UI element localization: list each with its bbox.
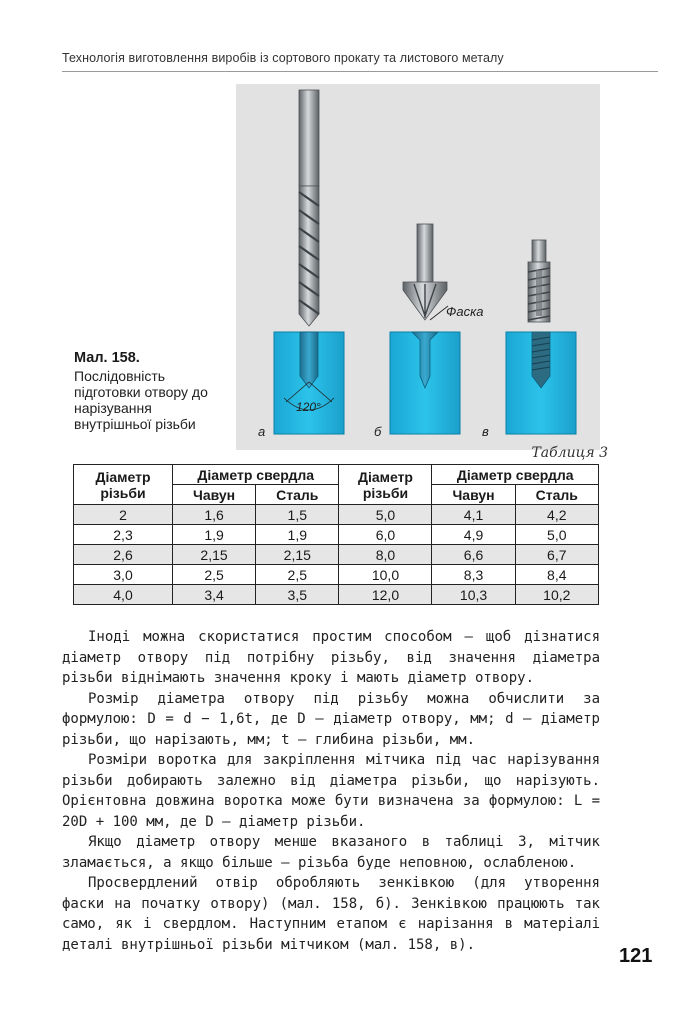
header-thread-diameter-2: Діаметр різьби <box>339 465 432 505</box>
figure-158 <box>236 84 600 450</box>
table-cell: 2,5 <box>173 565 256 585</box>
table-cell: 5,0 <box>515 525 598 545</box>
threaded-hole-c <box>532 332 550 388</box>
table-cell: 1,6 <box>173 505 256 525</box>
table-cell: 4,0 <box>74 585 173 605</box>
header-thread-diameter-1: Діаметр різьби <box>74 465 173 505</box>
page-number: 121 <box>619 945 653 967</box>
table-cell: 2,5 <box>256 565 339 585</box>
paragraph: Просвердлений отвір обробляють зенківкою (для утворення фаски на початку отвору) (мал. 158, б). Зенківкою працюють так само, як і свердлом. Наступним етапом є нарізання в матеріалі деталі внутрішньої різьби мітчиком (мал. 158, в). <box>62 875 600 953</box>
table-cell: 10,2 <box>515 585 598 605</box>
table-cell: 2,6 <box>74 545 173 565</box>
table-row <box>74 585 599 605</box>
paragraph: Розмір діаметра отвору під різьбу можна обчислити за формулою: D = d − 1,6t, де D — діаметр отвору, мм; d — діаметр різьби, що нарізають, мм; t — глибина різьби, мм. <box>62 690 600 748</box>
label-c: в <box>482 424 489 439</box>
table-cell: 2,15 <box>173 545 256 565</box>
table-cell: 1,9 <box>173 525 256 545</box>
running-header: Технологія виготовлення виробів із сортового прокату та листового металу <box>62 51 504 65</box>
table-cell: 3,5 <box>256 585 339 605</box>
table-label: Таблиця 3 <box>531 445 608 461</box>
label-a: а <box>258 424 266 439</box>
table-cell: 6,0 <box>339 525 432 545</box>
table-cell: 5,0 <box>339 505 432 525</box>
table-cell: 4,1 <box>432 505 515 525</box>
header-drill-diameter-2: Діаметр свердла <box>432 465 599 485</box>
header-cast-iron-1: Чавун <box>173 485 256 505</box>
countersink <box>403 224 447 320</box>
header-divider <box>62 71 658 72</box>
figure-caption <box>74 350 214 432</box>
table-cell: 10,0 <box>339 565 432 585</box>
chamfer-label: Фаска <box>446 304 484 319</box>
drilled-hole-a <box>300 332 318 388</box>
twist-drill <box>299 90 319 326</box>
caption-label: Мал. 158. <box>74 350 140 366</box>
angle-label: 120° <box>296 400 321 414</box>
header-steel-1: Сталь <box>256 485 339 505</box>
table-cell: 2,3 <box>74 525 173 545</box>
header-steel-2: Сталь <box>515 485 598 505</box>
table-cell: 4,9 <box>432 525 515 545</box>
figure-illustration <box>236 84 600 450</box>
table-row <box>74 545 599 565</box>
table-cell: 2,15 <box>256 545 339 565</box>
label-b: б <box>374 424 382 439</box>
paragraph: Іноді можна скористатися простим способом — щоб дізнатися діаметр отвору під потрібну різьбу, від значення діаметра різьби віднімають значення кроку і мають діаметр отвору. <box>62 629 600 686</box>
table-row <box>74 505 599 525</box>
table-cell: 4,2 <box>515 505 598 525</box>
table-cell: 8,3 <box>432 565 515 585</box>
table-cell: 1,5 <box>256 505 339 525</box>
table-cell: 6,6 <box>432 545 515 565</box>
table-cell: 10,3 <box>432 585 515 605</box>
table-cell: 12,0 <box>339 585 432 605</box>
table-cell: 3,0 <box>74 565 173 585</box>
table-cell: 8,0 <box>339 545 432 565</box>
table-row <box>74 565 599 585</box>
table-cell: 1,9 <box>256 525 339 545</box>
table-cell: 3,4 <box>173 585 256 605</box>
caption-text: Послідовність підготовки отвору до нарізування внутрішньої різьби <box>74 368 208 432</box>
tap <box>528 240 550 322</box>
table-row <box>74 525 599 545</box>
table-cell: 2 <box>74 505 173 525</box>
drill-size-table <box>73 464 599 605</box>
body-text <box>62 627 600 955</box>
header-drill-diameter-1: Діаметр свердла <box>173 465 339 485</box>
paragraph: Якщо діаметр отвору менше вказаного в таблиці 3, мітчик зламається, а якщо більше — різьба буде неповною, ослабленою. <box>62 834 600 871</box>
header-cast-iron-2: Чавун <box>432 485 515 505</box>
paragraph: Розміри воротка для закріплення мітчика під час нарізування різьби добирають залежно від діаметра різьби, що нарізують. Орієнтовна довжина воротка може бути визначена за формулою: L = 20D + 100 мм, де D — діаметр різьби. <box>62 752 600 830</box>
table-cell: 6,7 <box>515 545 598 565</box>
table-cell: 8,4 <box>515 565 598 585</box>
